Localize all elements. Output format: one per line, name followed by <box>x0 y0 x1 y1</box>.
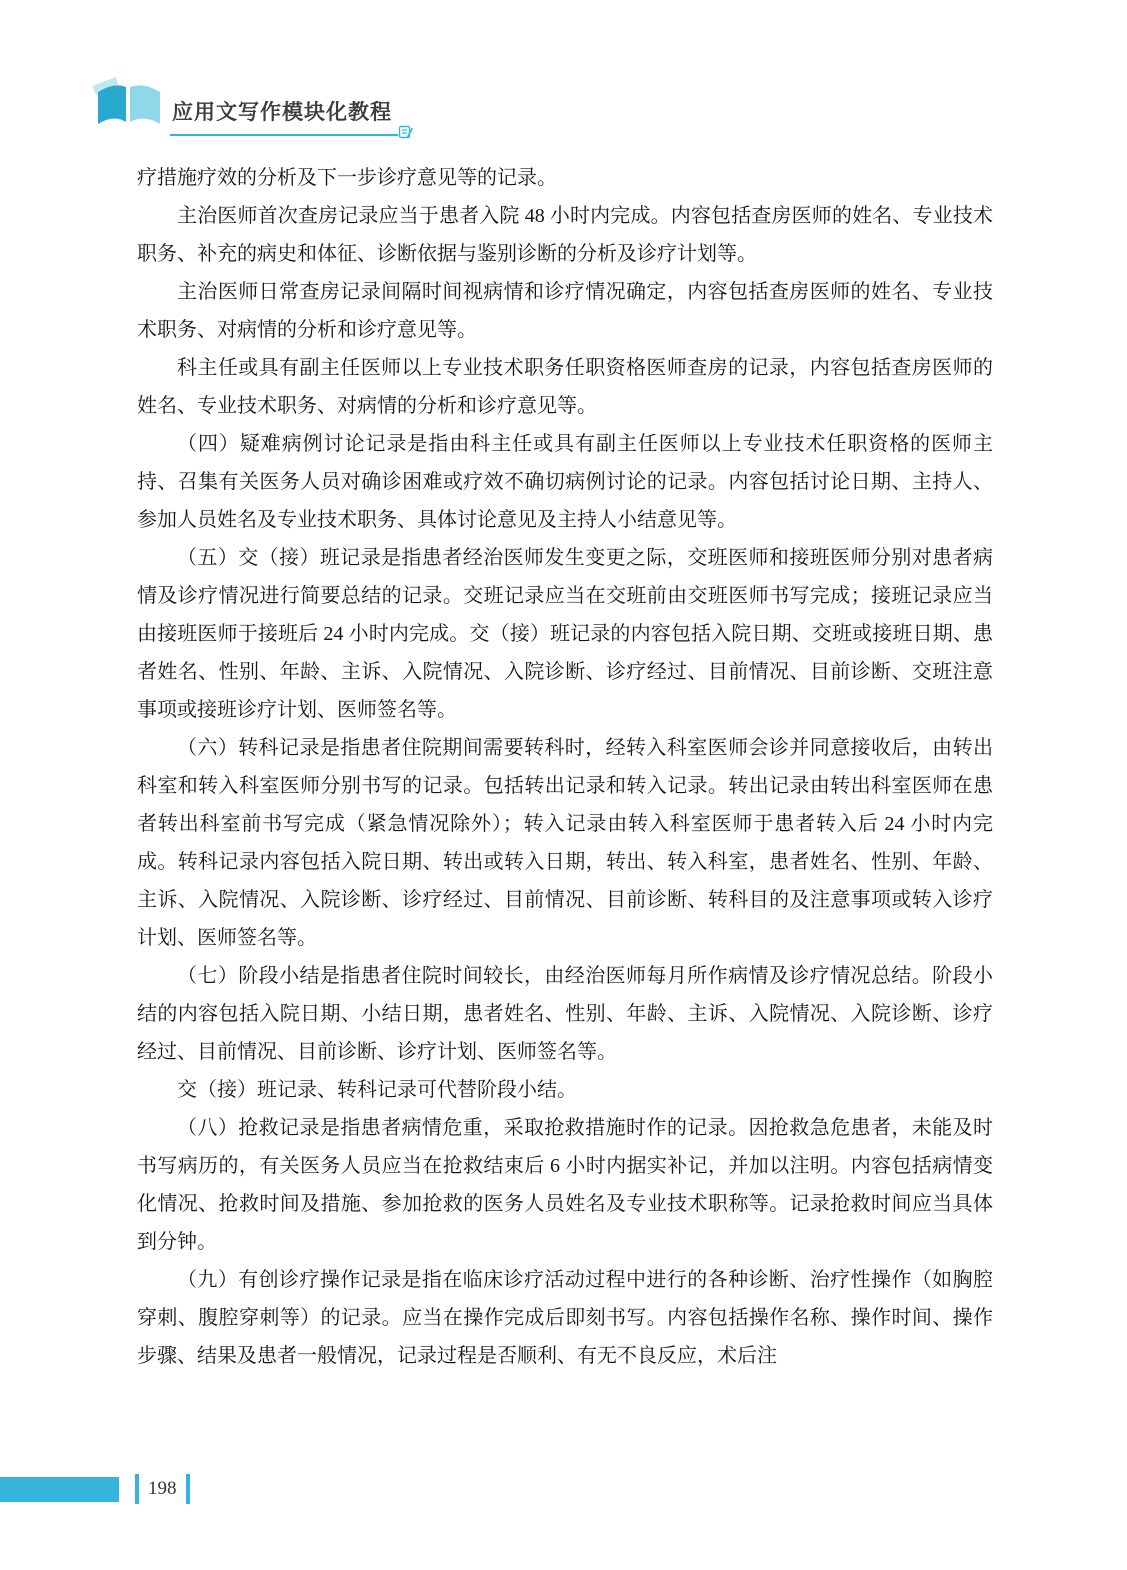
paragraph: 科主任或具有副主任医师以上专业技术职务任职资格医师查房的记录，内容包括查房医师的姓名、专业技术职务、对病情的分析和诊疗意见等。 <box>137 357 993 417</box>
paragraph: 疗措施疗效的分析及下一步诊疗意见等的记录。 <box>137 167 557 189</box>
open-book-logo-icon <box>88 74 168 134</box>
paragraph: （五）交（接）班记录是指患者经治医师发生变更之际，交班医师和接班医师分别对患者病情及诊疗情况进行简要总结的记录。交班记录应当在交班前由交班医师书写完成；接班记录应当由接班医师于接班后 24 小时内完成。交（接）班记录的内容包括入院日期、交班或接班日期、患者姓名、性别、年龄、主诉、入院情况、入院诊断、诊疗经过、目前情况、目前诊断、交班注意事项或接班诊疗计划、医师签名等。 <box>137 547 993 721</box>
notebook-pencil-icon <box>398 124 414 140</box>
page-number-block <box>135 1473 190 1505</box>
paragraph: 主治医师首次查房记录应当于患者入院 48 小时内完成。内容包括查房医师的姓名、专业技术职务、补充的病史和体征、诊断依据与鉴别诊断的分析及诊疗计划等。 <box>137 205 993 265</box>
page-header <box>88 74 398 136</box>
page-number-right-bar <box>186 1474 190 1504</box>
book-title: 应用文写作模块化教程 <box>172 101 392 124</box>
paragraph: （六）转科记录是指患者住院期间需要转科时，经转入科室医师会诊并同意接收后，由转出科室和转入科室医师分别书写的记录。包括转出记录和转入记录。转出记录由转出科室医师在患者转出科室前书写完成（紧急情况除外）；转入记录由转入科室医师于患者转入后 24 小时内完成。转科记录内容包括入院日期、转出或转入日期，转出、转入科室，患者姓名、性别、年龄、主诉、入院情况、入院诊断、诊疗经过、目前情况、目前诊断、转科目的及注意事项或转入诊疗计划、医师签名等。 <box>137 737 993 949</box>
document-body <box>137 159 993 1375</box>
paragraph: （七）阶段小结是指患者住院时间较长，由经治医师每月所作病情及诊疗情况总结。阶段小结的内容包括入院日期、小结日期，患者姓名、性别、年龄、主诉、入院情况、入院诊断、诊疗经过、目前情况、目前诊断、诊疗计划、医师签名等。 <box>137 965 993 1063</box>
title-underline <box>170 134 398 136</box>
paragraph: 主治医师日常查房记录间隔时间视病情和诊疗情况确定，内容包括查房医师的姓名、专业技术职务、对病情的分析和诊疗意见等。 <box>137 281 993 341</box>
footer-accent-bar <box>0 1477 119 1502</box>
paragraph: 交（接）班记录、转科记录可代替阶段小结。 <box>177 1079 577 1101</box>
paragraph: （九）有创诊疗操作记录是指在临床诊疗活动过程中进行的各种诊断、治疗性操作（如胸腔穿刺、腹腔穿刺等）的记录。应当在操作完成后即刻书写。内容包括操作名称、操作时间、操作步骤、结果及患者一般情况，记录过程是否顺利、有无不良反应，术后注 <box>137 1269 993 1367</box>
paragraph: （四）疑难病例讨论记录是指由科主任或具有副主任医师以上专业技术任职资格的医师主持、召集有关医务人员对确诊困难或疗效不确切病例讨论的记录。内容包括讨论日期、主持人、参加人员姓名及专业技术职务、具体讨论意见及主持人小结意见等。 <box>137 433 993 531</box>
title-block <box>170 74 398 136</box>
paragraph: （八）抢救记录是指患者病情危重，采取抢救措施时作的记录。因抢救急危患者，未能及时书写病历的，有关医务人员应当在抢救结束后 6 小时内据实补记，并加以注明。内容包括病情变化情况、抢救时间及措施、参加抢救的医务人员姓名及专业技术职称等。记录抢救时间应当具体到分钟。 <box>137 1117 993 1253</box>
page-number: 198 <box>148 1478 177 1499</box>
